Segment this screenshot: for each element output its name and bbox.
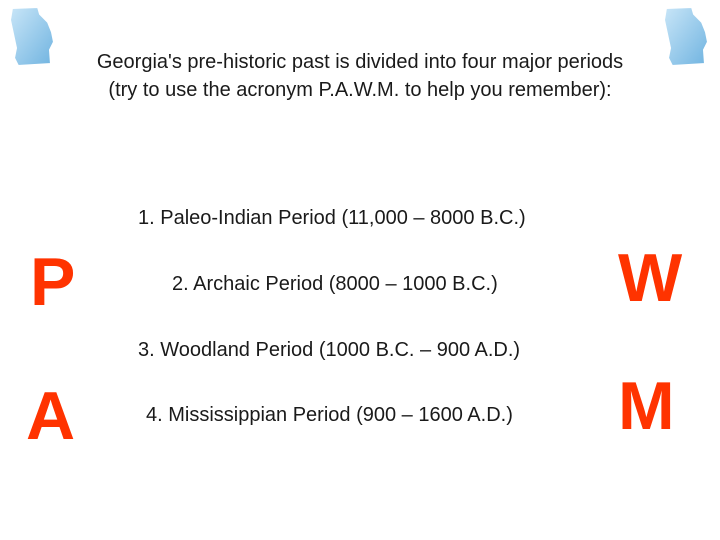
georgia-shape — [658, 4, 714, 74]
period-woodland: 3. Woodland Period (1000 B.C. – 900 A.D.) — [138, 339, 521, 361]
acronym-letter-p: P — [30, 244, 76, 320]
slide-title: Georgia's pre-historic past is divided into four major periods (try to use the acronym P.A.W.M. to help you remember): — [96, 51, 624, 101]
period-paleo-indian: 1. Paleo-Indian Period (11,000 – 8000 B.C.) — [138, 207, 526, 229]
georgia-state-icon — [658, 4, 714, 74]
period-mississippian: 4. Mississippian Period (900 – 1600 A.D.) — [146, 404, 513, 426]
acronym-letter-a: A — [26, 378, 76, 454]
georgia-state-icon — [4, 4, 60, 74]
acronym-letter-m: M — [618, 368, 675, 444]
period-archaic: 2. Archaic Period (8000 – 1000 B.C.) — [172, 273, 498, 295]
georgia-shape — [4, 4, 60, 74]
acronym-letter-w: W — [618, 240, 683, 316]
